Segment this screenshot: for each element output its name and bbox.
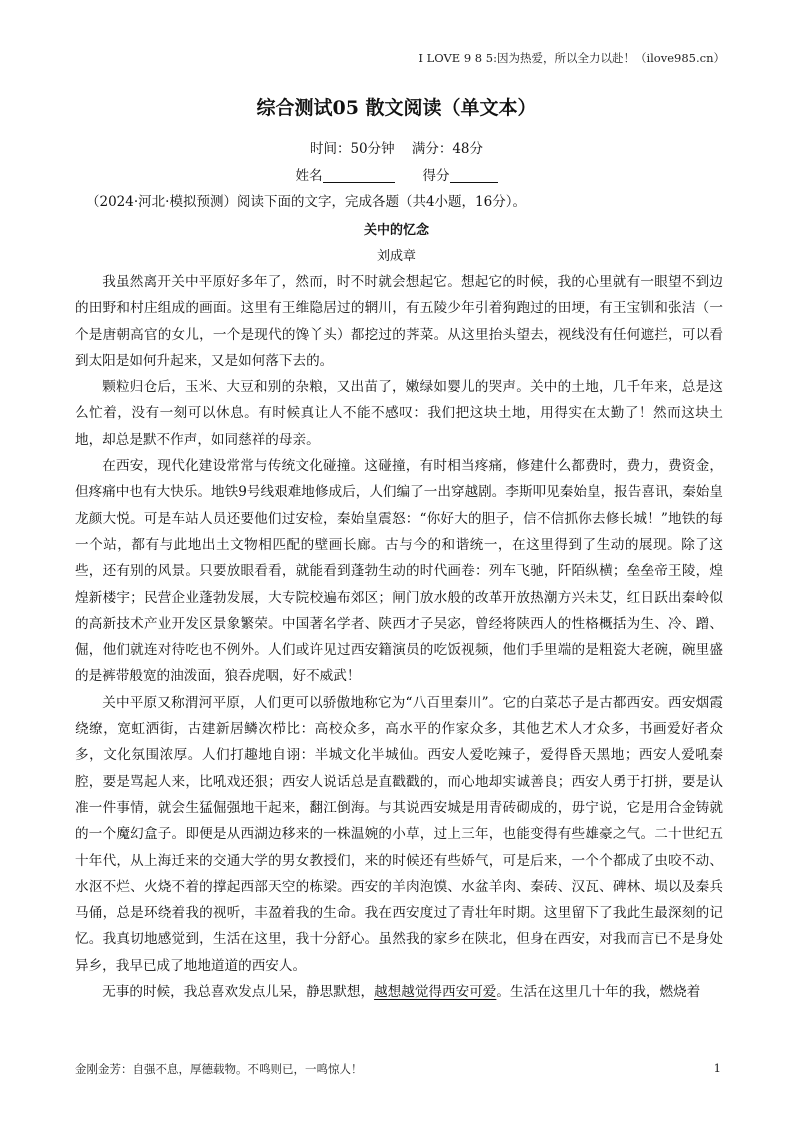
article-title: 关中的忆念 <box>363 223 429 238</box>
footer-motto: 金刚金芳：自强不息，厚德载物。不鸣则已，一鸣惊人！ <box>75 1062 363 1076</box>
score-blank[interactable] <box>450 168 498 183</box>
time-limit: 时间：50分钟 <box>309 141 395 157</box>
paragraph-last <box>75 979 723 1005</box>
paragraph-text: 无事的时候，我总喜欢发点儿呆，静思默想， <box>102 984 375 1001</box>
header-note: I LOVE 9 8 5:因为热爱，所以全力以赴！（ilove985.cn） <box>418 51 725 65</box>
instruction: （2024·河北·模拟预测）阅读下面的文字，完成各题（共4小题，16分）。 <box>86 194 526 210</box>
paragraph: 在西安，现代化建设常常与传统文化碰撞。这碰撞，有时相当疼痛，修建什么都费时，费力，费资金，但疼痛中也有大快乐。地铁9号线艰难地修成后，人们编了一出穿越剧。李斯叩见秦始皇，报告喜讯，秦始皇龙颜大悦。可是车站人员还要他们过安检，秦始皇震怒：“你好大的胆子，信不信抓你去修长城！”地铁的每一个站，都有与此地出土文物相匹配的壁画长廊。古与今的和谐统一，在这里得到了生动的展现。除了这些，还有别的风景。只要放眼看看，就能看到蓬勃生动的时代画卷：列车飞驰，阡陌纵横；垒垒帝王陵，煌煌新楼宇；民营企业蓬勃发展，大专院校遍布郊区；闸门放水般的改革开放热潮方兴未艾，红日跃出秦岭似的高新技术产业开发区景象繁荣。中国著名学者、陕西才子吴宓，曾经将陕西人的性格概括为生、冷、蹭、倔，他们就连对待吃也不例外。人们或许见过西安籍演员的吃饭视频，他们手里端的是粗瓷大老碗，碗里盛的是裤带般宽的油泼面，狼吞虎咽，好不威武！ <box>75 458 723 685</box>
page-number: 1 <box>713 1061 721 1075</box>
exam-meta <box>0 137 793 157</box>
article-body <box>75 269 723 1005</box>
paragraph-text: 。生活在这里几十年的我，燃烧着 <box>496 984 701 1001</box>
paragraph: 关中平原又称渭河平原，人们更可以骄傲地称它为“八百里秦川”。它的白菜芯子是古都西安。西安烟霞绕缭，宽虹洒街，古建新居鳞次栉比：高校众多，高水平的作家众多，其他艺术人才众多，书画爱好者众多，文化氛围浓厚。人们打趣地自诩：半城文化半城仙。西安人爱吃辣子，爱得昏天黑地；西安人爱吼秦腔，要是骂起人来，比吼戏还狠；西安人说话总是直戳戳的，而心地却实诚善良；西安人勇于打拼，要是认准一件事情，就会生猛倔强地干起来，翻江倒海。与其说西安城是用青砖砌成的，毋宁说，它是用合金铸就的一个魔幻盒子。即便是从西湖边移来的一株温婉的小草，过上三年，也能变得有些雄豪之气。二十世纪五十年代，从上海迁来的交通大学的男女教授们，来的时候还有些娇气，可是后来，一个个都成了虫咬不动、水沤不烂、火烧不着的撑起西部天空的栋梁。西安的羊肉泡馍、水盆羊肉、秦砖、汉瓦、碑林、埙以及秦兵马俑，总是环绕着我的视听，丰盈着我的生命。我在西安度过了青壮年时期。这里留下了我此生最深刻的记忆。我真切地感觉到，生活在这里，我十分舒心。虽然我的家乡在陕北，但身在西安，对我而言已不是身处异乡，我早已成了地地道道的西安人。 <box>75 694 723 974</box>
paragraph: 我虽然离开关中平原好多年了，然而，时不时就会想起它。想起它的时候，我的心里就有一眼望不到边的田野和村庄组成的画面。这里有王维隐居过的辋川，有五陵少年引着狗跑过的田埂，有王宝钏和张洁（一个是唐朝高官的女儿，一个是现代的馋丫头）都挖过的荠菜。从这里抬头望去，视线没有任何遮拦，可以看到太阳是如何升起来，又是如何落下去的。 <box>75 274 723 369</box>
underlined-sentence: 越想越觉得西安可爱 <box>374 984 497 1001</box>
full-score: 满分：48分 <box>411 141 484 157</box>
paragraph: 颗粒归仓后，玉米、大豆和别的杂粮，又出苗了，嫩绿如婴儿的哭声。关中的土地，几千年来，总是这么忙着，没有一刻可以休息。有时候真让人不能不感叹：我们把这块土地，用得实在太勤了！然而这块土地，却总是默不作声，如同慈祥的母亲。 <box>75 379 723 448</box>
score-label: 得分 <box>422 168 450 184</box>
name-label: 姓名 <box>295 168 323 184</box>
name-score-line <box>0 164 793 184</box>
article-author: 刘成章 <box>376 249 416 264</box>
page-title: 综合测试05 散文阅读（单文本） <box>256 97 537 119</box>
name-blank[interactable] <box>323 168 395 183</box>
